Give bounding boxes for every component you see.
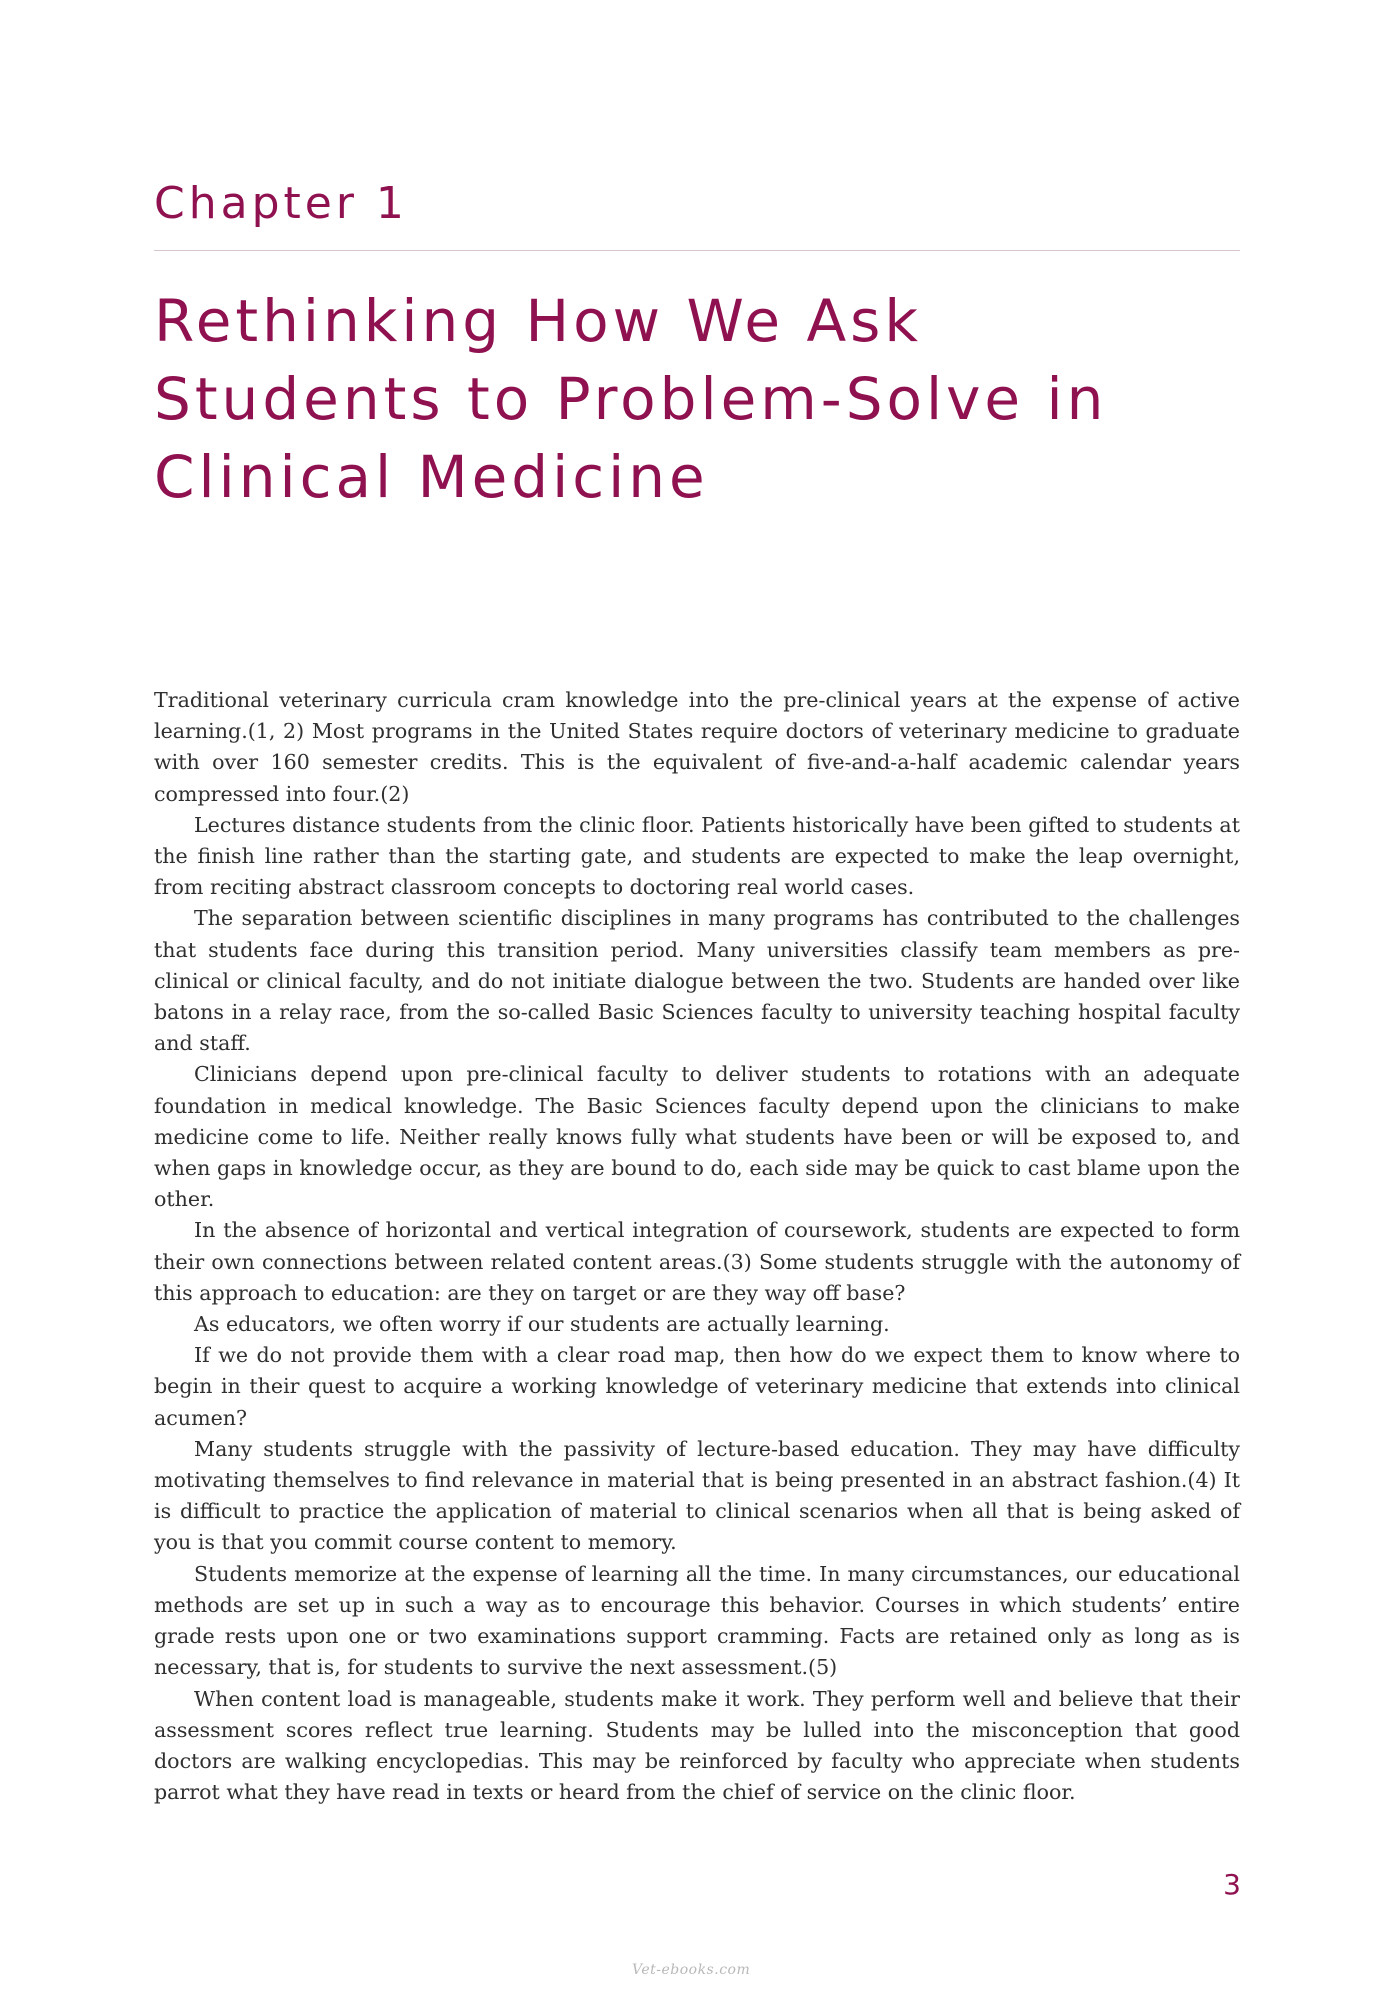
chapter-title-line: Students to Problem-Solve in <box>154 365 1108 433</box>
paragraph: If we do not provide them with a clear road map, then how do we expect them to know where to begin in their quest to acquire a working knowledge of veterinary medicine that extends into clinical acumen? <box>154 1343 1240 1430</box>
paragraph: As educators, we often worry if our students are actually learning. <box>194 1312 890 1337</box>
paragraph: When content load is manageable, students make it work. They perform well and believe that their assessment scores reflect true learning. Students may be lulled into the misconception that good doctors are walking encyclopedias. This may be reinforced by faculty who appreciate when students parrot what they have read in texts or heard from the chief of service on the clinic floor. <box>154 1686 1240 1805</box>
chapter-title-line: Clinical Medicine <box>154 443 709 511</box>
paragraph: Traditional veterinary curricula cram knowledge into the pre-clinical years at the expense of active learning.(1, 2) Most programs in the United States require doctors of veterinary medicine to graduate with over 160 semester credits. This is the equivalent of five-and-a-half academic calendar years compressed into four.(2) <box>154 688 1240 806</box>
paragraph: Many students struggle with the passivity of lecture-based education. They may have difficulty motivating themselves to find relevance in material that is being presented in an abstract fashion.(4) It is difficult to practice the application of material to clinical scenarios when all that is being asked of you is that you commit course content to memory. <box>154 1436 1240 1555</box>
chapter-divider <box>154 250 1240 251</box>
chapter-label: Chapter 1 <box>154 178 408 229</box>
chapter-title-line: Rethinking How We Ask <box>154 287 922 355</box>
paragraph: Clinicians depend upon pre-clinical faculty to deliver students to rotations with an adequate foundation in medical knowledge. The Basic Sciences faculty depend upon the clinicians to make medicine come to life. Neither really knows fully what students have been or will be exposed to, and when gaps in knowledge occur, as they are bound to do, each side may be quick to cast blame upon the other. <box>154 1062 1240 1212</box>
watermark: Vet-ebooks.com <box>632 1962 751 1978</box>
page-number: 3 <box>1223 1868 1241 1901</box>
paragraph: In the absence of horizontal and vertical integration of coursework, students are expected to form their own connections between related content areas.(3) Some students struggle with the autonomy of this approach to education: are they on target or are they way off base? <box>154 1218 1240 1305</box>
body-text <box>154 685 1240 1808</box>
paragraph: The separation between scientific disciplines in many programs has contributed to the challenges that students face during this transition period. Many universities classify team members as pre-clinical or clinical faculty, and do not initiate dialogue between the two. Students are handed over like batons in a relay race, from the so-called Basic Sciences faculty to university teaching hospital faculty and staff. <box>154 906 1240 1056</box>
paragraph: Lectures distance students from the clinic floor. Patients historically have been gifted to students at the finish line rather than the starting gate, and students are expected to make the leap overnight, from reciting abstract classroom concepts to doctoring real world cases. <box>154 812 1240 900</box>
paragraph: Students memorize at the expense of learning all the time. In many circumstances, our educational methods are set up in such a way as to encourage this behavior. Courses in which students’ entire grade rests upon one or two examinations support cramming. Facts are retained only as long as is necessary, that is, for students to survive the next assessment.(5) <box>154 1561 1240 1680</box>
chapter-title <box>154 282 1254 516</box>
